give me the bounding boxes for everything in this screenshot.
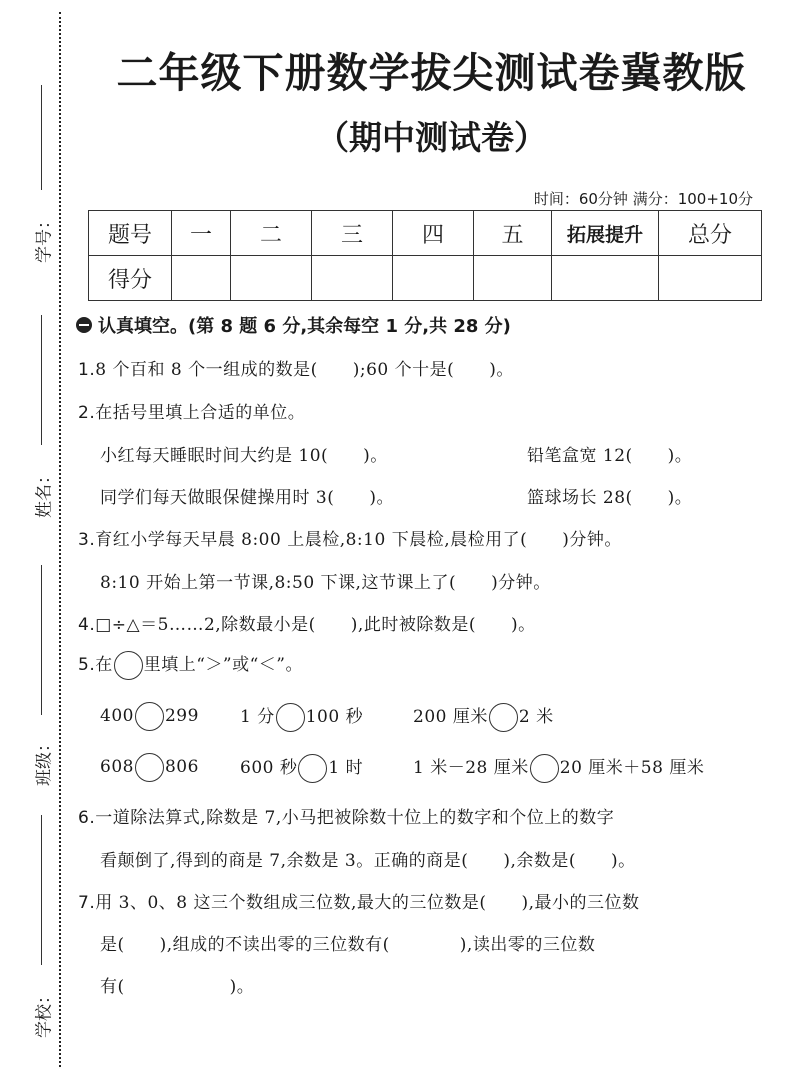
compare-left: 600 秒 bbox=[240, 758, 298, 778]
question-7-line2: 是( ),组成的不读出零的三位数有( ),读出零的三位数 bbox=[100, 935, 596, 955]
compare-circle[interactable] bbox=[298, 754, 327, 783]
binding-margin bbox=[0, 0, 70, 1072]
compare-circle[interactable] bbox=[489, 703, 518, 732]
question-2 bbox=[78, 398, 305, 423]
header-cell: 一 bbox=[172, 211, 231, 256]
name-line bbox=[41, 315, 42, 445]
question-2-c: 同学们每天做眼保健操用时 3( )。 bbox=[100, 488, 394, 508]
compare-circle[interactable] bbox=[530, 754, 559, 783]
class-line bbox=[41, 565, 42, 715]
student-id-label: 学号： bbox=[34, 212, 55, 263]
exam-meta: 时间：60分钟 满分：100+10分 bbox=[533, 190, 753, 208]
question-text: ＝5……2,除数最小是( ),此时被除数是( )。 bbox=[140, 615, 536, 635]
class-label: 班级： bbox=[34, 735, 55, 786]
question-text: 育红小学每天早晨 8:00 上晨检,8:10 下晨检,晨检用了( )分钟。 bbox=[95, 530, 622, 550]
compare-right: 20 厘米＋58 厘米 bbox=[559, 758, 705, 778]
compare-left: 200 厘米 bbox=[413, 707, 488, 727]
score-cell[interactable] bbox=[231, 256, 312, 301]
score-cell[interactable] bbox=[474, 256, 552, 301]
score-table bbox=[88, 210, 762, 301]
page-subtitle: （期中测试卷） bbox=[316, 118, 547, 157]
cut-line bbox=[59, 12, 61, 1067]
header-cell: 三 bbox=[312, 211, 393, 256]
compare-right: 100 秒 bbox=[305, 707, 364, 727]
compare-left: 400 bbox=[100, 706, 134, 726]
question-7 bbox=[78, 888, 640, 913]
question-text: 在 bbox=[95, 655, 113, 675]
compare-item bbox=[413, 753, 704, 783]
question-2-b: 铅笔盒宽 12( )。 bbox=[527, 446, 693, 466]
score-cell[interactable] bbox=[393, 256, 474, 301]
question-number: 1. bbox=[78, 360, 96, 380]
header-cell: 五 bbox=[474, 211, 552, 256]
compare-circle[interactable] bbox=[135, 753, 164, 782]
question-text: 用 3、0、8 这三个数组成三位数,最大的三位数是( ),最小的三位数 bbox=[95, 893, 640, 913]
question-4 bbox=[78, 610, 536, 635]
question-number: 5. bbox=[78, 655, 96, 675]
compare-right: 806 bbox=[164, 757, 199, 777]
compare-right: 2 米 bbox=[518, 707, 554, 727]
question-text: 8 个百和 8 个一组成的数是( );60 个十是( )。 bbox=[95, 360, 514, 380]
compare-left: 608 bbox=[100, 757, 134, 777]
question-number: 7. bbox=[78, 893, 96, 913]
compare-right: 1 时 bbox=[328, 758, 364, 778]
score-cell[interactable] bbox=[659, 256, 762, 301]
question-number: 6. bbox=[78, 808, 96, 828]
question-3-line2: 8:10 开始上第一节课,8:50 下课,这节课上了( )分钟。 bbox=[100, 573, 551, 593]
compare-left: 1 分 bbox=[240, 707, 275, 727]
divide-symbol: ÷ bbox=[111, 615, 127, 635]
question-3 bbox=[78, 525, 622, 550]
question-number: 3. bbox=[78, 530, 96, 550]
page-title: 二年级下册数学拔尖测试卷冀教版 bbox=[116, 49, 747, 97]
section-heading bbox=[76, 312, 511, 338]
question-6-line2: 看颠倒了,得到的商是 7,余数是 3。正确的商是( ),余数是( )。 bbox=[100, 851, 636, 871]
question-7-line3: 有( )。 bbox=[100, 977, 255, 997]
student-id-line bbox=[41, 85, 42, 190]
compare-right: 299 bbox=[164, 706, 199, 726]
name-label: 姓名： bbox=[34, 467, 55, 518]
compare-circle[interactable] bbox=[276, 703, 305, 732]
score-cell[interactable] bbox=[552, 256, 659, 301]
compare-item bbox=[240, 753, 363, 783]
section-title: 认真填空。(第 8 题 6 分,其余每空 1 分,共 28 分) bbox=[98, 316, 511, 337]
section-one-icon bbox=[76, 317, 92, 333]
square-symbol: □ bbox=[95, 615, 112, 635]
question-text: 在括号里填上合适的单位。 bbox=[95, 403, 306, 423]
answer-circle-icon bbox=[114, 651, 143, 680]
question-2-d: 篮球场长 28( )。 bbox=[527, 488, 693, 508]
compare-item bbox=[413, 702, 554, 732]
compare-circle[interactable] bbox=[135, 702, 164, 731]
compare-item bbox=[240, 702, 363, 732]
question-5 bbox=[78, 650, 303, 680]
header-cell: 拓展提升 bbox=[552, 211, 659, 256]
score-cell[interactable] bbox=[312, 256, 393, 301]
question-2-a: 小红每天睡眠时间大约是 10( )。 bbox=[100, 446, 388, 466]
header-cell: 题号 bbox=[89, 211, 172, 256]
school-line bbox=[41, 815, 42, 965]
score-cell[interactable] bbox=[172, 256, 231, 301]
question-1 bbox=[78, 355, 514, 380]
compare-item bbox=[100, 702, 199, 731]
score-row bbox=[89, 256, 762, 301]
question-text: 里填上“＞”或“＜”。 bbox=[143, 655, 303, 675]
header-cell: 总分 bbox=[659, 211, 762, 256]
question-6 bbox=[78, 803, 614, 828]
compare-item bbox=[100, 753, 199, 782]
question-number: 2. bbox=[78, 403, 96, 423]
question-number: 4. bbox=[78, 615, 96, 635]
header-cell: 四 bbox=[393, 211, 474, 256]
school-label: 学校： bbox=[34, 987, 55, 1038]
question-text: 一道除法算式,除数是 7,小马把被除数十位上的数字和个位上的数字 bbox=[95, 808, 615, 828]
score-header-row bbox=[89, 211, 762, 256]
score-row-label: 得分 bbox=[89, 256, 172, 301]
header-cell: 二 bbox=[231, 211, 312, 256]
compare-left: 1 米－28 厘米 bbox=[413, 758, 529, 778]
triangle-symbol: △ bbox=[126, 615, 141, 635]
